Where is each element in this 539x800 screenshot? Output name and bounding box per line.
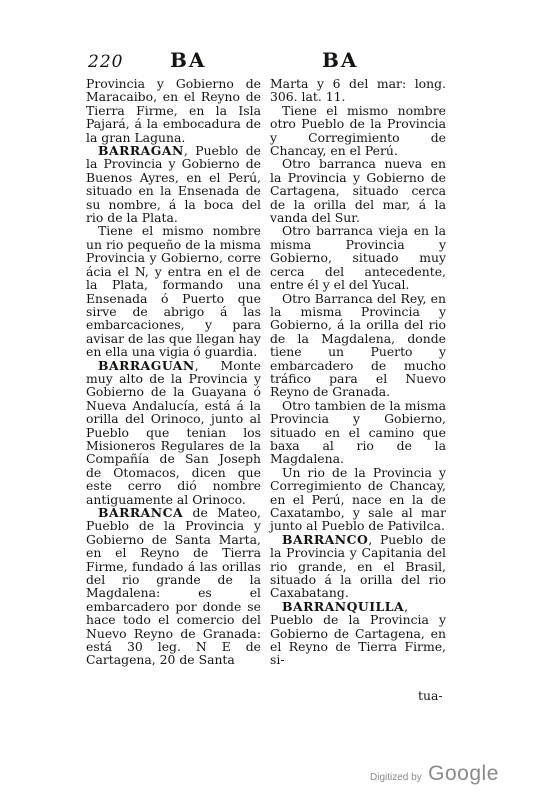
entry-barragan [86, 144, 261, 224]
entry-text: , Pueblo de la Provincia y Capitania del rio grande, en el Brasil, situado á la orilla del rio Caxabatang. [270, 531, 446, 601]
entry-barraguan [86, 359, 261, 506]
entry-continuation: Provincia y Gobierno de Maracaibo, en el Reyno de Tierra Firme, en la Isla Pajará, á la embocadura de la gran Laguna. [86, 76, 261, 145]
google-logo: Google [428, 762, 499, 785]
digitized-watermark [370, 762, 499, 786]
entry-paragraph: Tiene el mismo nombre otro Pueblo de la Provincia y Corregimiento de Chancay, en el Perú. [270, 102, 446, 159]
right-column [270, 77, 446, 667]
running-head-left: BA [170, 48, 207, 72]
entry-barranquilla [270, 600, 446, 667]
headword: BARRANQUILLA [282, 598, 405, 614]
entry-paragraph: Tiene el mismo nombre un rio pequeño de la misma Provincia y Gobierno, corre ácia el N, y entra en el de la Plata, formando una Ensenada ó Puerto que sirve de abrigo á las embarcaciones, y para avisar de las que llegan hay en ella una vigia ó guardia. [86, 223, 261, 360]
page-number: 220 [88, 52, 124, 72]
entry-continuation: Marta y 6 del mar: long. 306. lat. 11. [270, 76, 446, 105]
headword: BARRAGUAN [98, 357, 195, 373]
entry-text: , Pueblo de la Provincia y Gobierno de Cartagena, en el Reyno de Tierra Firme, si- [270, 598, 446, 668]
running-head-right: BA [322, 48, 359, 72]
entry-paragraph: Un rio de la Provincia y Corregimiento de Chancay, en el Perú, nace en la de Caxatambo, y sale al mar junto al Pueblo de Pativilca. [270, 464, 446, 534]
entry-paragraph: Otro barranca vieja en la misma Provincia y Gobierno, situado muy cerca del antecedente, entre él y el del Yucal. [270, 223, 446, 293]
entry-text: , Pueblo de la Provincia y Gobierno de Buenos Ayres, en el Perú, situado en la Ensenada de su nombre, á la boca del rio de la Plata. [86, 143, 261, 226]
entry-text: , Monte muy alto de la Provincia y Gobierno de la Guayana ó Nueva Andalucía, está á la orilla del Orinoco, junto al Pueblo que tenian los Misioneros Regulares de la Compañía de San Joseph de Otomacos, dicen que este cerro dió nombre antiguamente al Orinoco. [86, 357, 261, 507]
headword: BARRANCA [98, 505, 184, 520]
digitized-by-label: Digitized by [370, 772, 422, 783]
left-column [86, 77, 261, 667]
entry-paragraph: Otro tambien de la misma Provincia y Gobierno, situado en el camino que baxa al rio de la Magdalena. [270, 397, 446, 467]
entry-barranco [270, 533, 446, 600]
entry-paragraph: Otro Barranca del Rey, en la misma Provincia y Gobierno, á la orilla del rio de la Magdalena, donde tiene un Puerto y embarcadero de mucho tráfico para el Nuevo Reyno de Granada. [270, 290, 446, 400]
entry-barranca [86, 506, 261, 667]
entry-text: de Mateo, Pueblo de la Provincia y Gobierno de Santa Marta, en el Reyno de Tierra Firme, fundado á las orillas del rio grande de la Magdalena: es el embarcadero por donde se hace todo el comercio del Nuevo Reyno de Granada: está 30 leg. N E de Cartagena, 20 de Santa [86, 505, 261, 668]
catchword: tua- [418, 688, 443, 703]
entry-paragraph: Otro barranca nueva en la Provincia y Gobierno de Cartagena, situado cerca de la orilla del mar, á la vanda del Sur. [270, 156, 446, 226]
headword: BARRANCO [282, 531, 369, 547]
headword: BARRAGAN [98, 143, 184, 159]
